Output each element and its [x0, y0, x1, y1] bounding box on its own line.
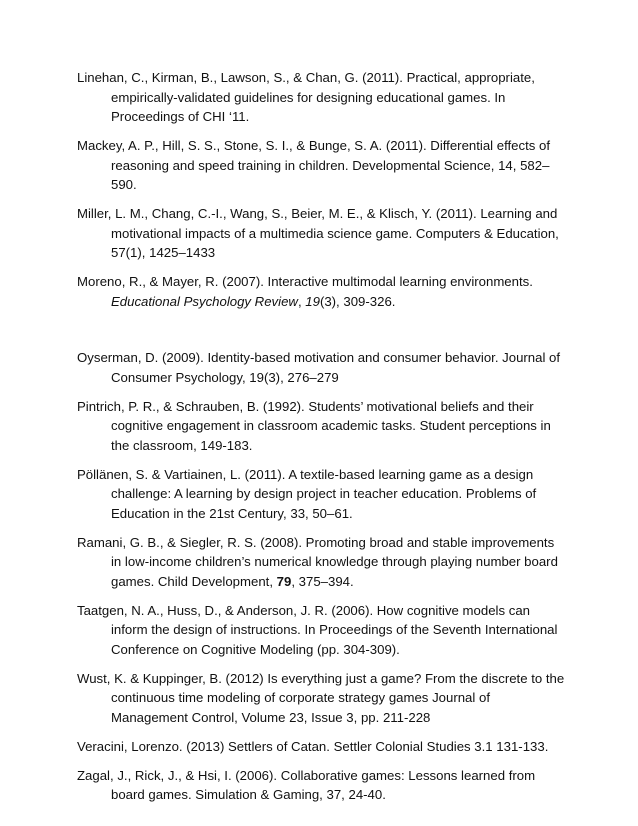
- reference-entry: Veracini, Lorenzo. (2013) Settlers of Catan. Settler Colonial Studies 3.1 131-133.: [77, 738, 549, 754]
- reference-entry: [77, 272, 567, 311]
- reference-entry: Zagal, J., Rick, J., & Hsi, I. (2006). Collaborative games: Lessons learned from board games. Simulation & Gaming, 37, 24-40.: [77, 767, 536, 802]
- reference-entry: Wust, K. & Kuppinger, B. (2012) Is everything just a game? From the discrete to the continuous time modeling of corporate strategy games Journal of Management Control, Volume 23, Issue 3, pp. 211-228: [77, 670, 565, 725]
- reference-text: ,: [297, 293, 306, 309]
- journal-title: Educational Psychology Review: [111, 293, 298, 309]
- volume-number: 19: [305, 293, 320, 309]
- reference-list: [77, 68, 567, 814]
- reference-entry: Taatgen, N. A., Huss, D., & Anderson, J. R. (2006). How cognitive models can inform the design of instructions. In Proceedings of the Seventh International Conference on Cognitive Modeling (pp. 304-309).: [77, 602, 558, 657]
- reference-entry: Linehan, C., Kirman, B., Lawson, S., & Chan, G. (2011). Practical, appropriate, empirically-validated guidelines for designing educational games. In Proceedings of CHI ‘11.: [77, 70, 535, 124]
- reference-entry: Pintrich, P. R., & Schrauben, B. (1992). Students’ motivational beliefs and their cognitive engagement in classroom academic tasks. Student perceptions in the classroom, 149-183.: [77, 398, 551, 453]
- reference-text: , 375–394.: [291, 573, 354, 589]
- reference-entry: Pöllänen, S. & Vartiainen, L. (2011). A textile-based learning game as a design challenge: A learning by design project in teacher education. Problems of Education in the 21st Century, 33, 50–61.: [77, 466, 537, 521]
- reference-text: (3), 309-326.: [319, 293, 396, 309]
- reference-entry: Oyserman, D. (2009). Identity-based motivation and consumer behavior. Journal of Consumer Psychology, 19(3), 276–279: [77, 350, 561, 385]
- reference-entry: Miller, L. M., Chang, C.-I., Wang, S., Beier, M. E., & Klisch, Y. (2011). Learning and motivational impacts of a multimedia science game. Computers & Education, 57(1), 1425–1433: [77, 206, 559, 260]
- reference-entry: Mackey, A. P., Hill, S. S., Stone, S. I., & Bunge, S. A. (2011). Differential effects of reasoning and speed training in children. Developmental Science, 14, 582–590.: [77, 138, 551, 192]
- reference-text: Ramani, G. B., & Siegler, R. S. (2008). Promoting broad and stable improvements in low-income children’s numerical knowledge through playing number board games. Child Development,: [77, 534, 558, 589]
- volume-number: 79: [276, 573, 292, 589]
- reference-text: Moreno, R., & Mayer, R. (2007). Interactive multimodal learning environments.: [77, 274, 533, 289]
- reference-entry: [77, 533, 567, 592]
